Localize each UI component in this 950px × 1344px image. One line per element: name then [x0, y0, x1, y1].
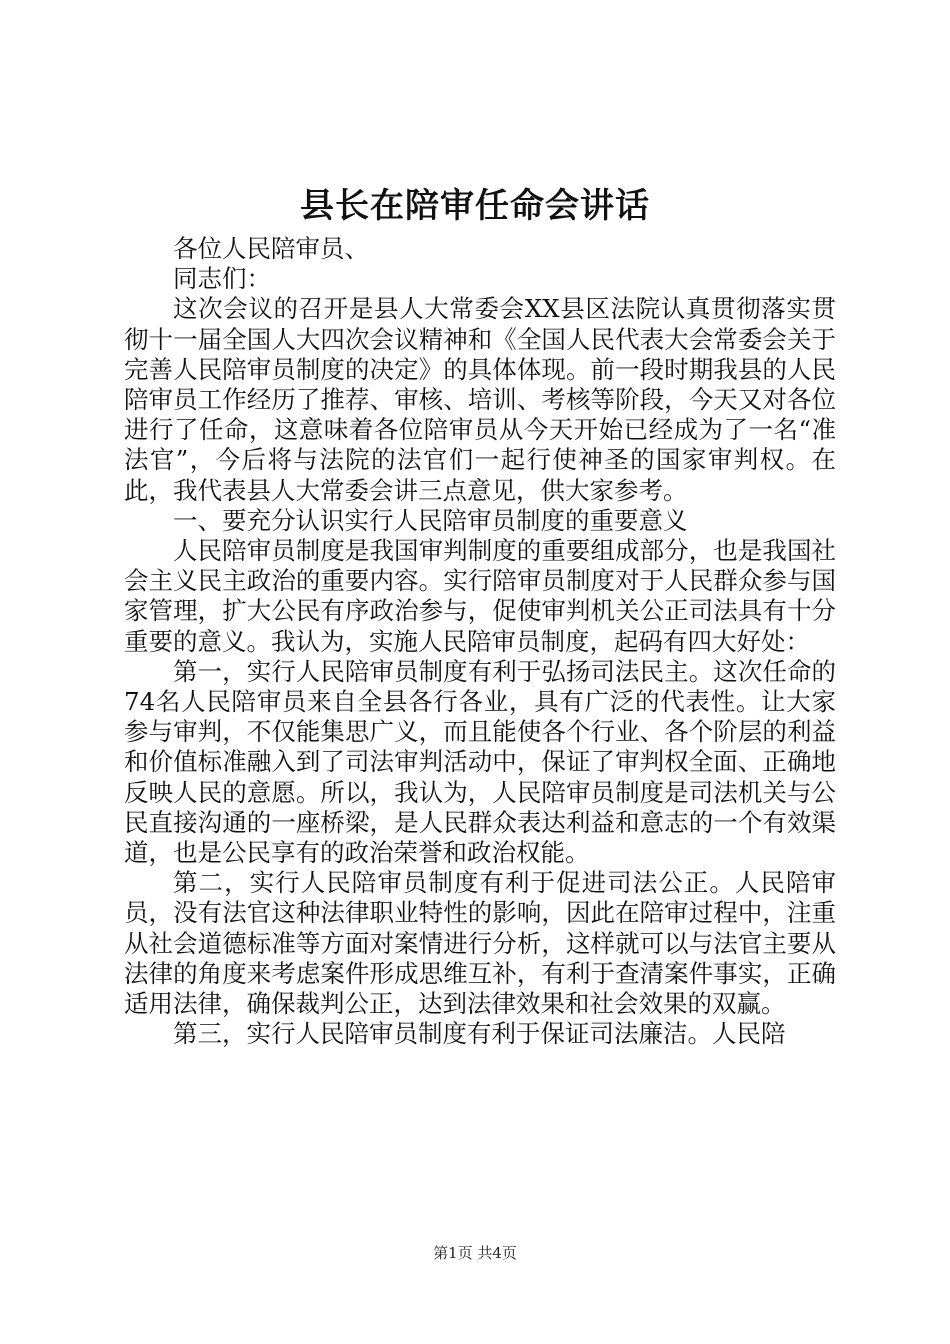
document-body — [124, 234, 836, 1049]
salutation-line-2: 同志们： — [173, 264, 271, 294]
section-heading-1: 一、要充分认识实行人民陪审员制度的重要意义 — [173, 505, 688, 535]
paragraph-point-3: 第三，实行人民陪审员制度有利于保证司法廉洁。人民陪 — [173, 1019, 786, 1049]
document-title: 县长在陪审任命会讲话 — [300, 186, 650, 226]
salutation-line-1: 各位人民陪审员、 — [173, 234, 369, 263]
paragraph-significance: 人民陪审员制度是我国审判制度的重要组成部分，也是我国社会主义民主政治的重要内容。实行陪审员制度对于人民群众参与国家管理，扩大公民有序政治参与，促使审判机关公正司法具有十分重要的意义。我认为，实施人民陪审员制度，起码有四大好处： — [124, 536, 836, 656]
page-footer: 第1页 共4页 — [433, 1244, 517, 1262]
paragraph-point-1: 第一，实行人民陪审员制度有利于弘扬司法民主。这次任命的74名人民陪审员来自全县各行各业，具有广泛的代表性。让大家参与审判，不仅能集思广义，而且能使各个行业、各个阶层的利益和价值标准融入到了司法审判活动中，保证了审判权全面、正确地反映人民的意愿。所以，我认为，人民陪审员制度是司法机关与公民直接沟通的一座桥梁，是人民群众表达利益和意志的一个有效渠道，也是公民享有的政治荣誉和政治权能。 — [124, 656, 836, 868]
paragraph-intro: 这次会议的召开是县人大常委会XX县区法院认真贯彻落实贯彻十一届全国人大四次会议精神和《全国人民代表大会常委会关于完善人民陪审员制度的决定》的具体体现。前一段时期我县的人民陪审员工作经历了推荐、审核、培训、考核等阶段，今天又对各位进行了任命，这意味着各位陪审员从今天开始已经成为了一名“准法官”，今后将与法院的法官们一起行使神圣的国家审判权。在此，我代表县人大常委会讲三点意见，供大家参考。 — [124, 294, 836, 505]
paragraph-point-2: 第二，实行人民陪审员制度有利于促进司法公正。人民陪审员，没有法官这种法律职业特性的影响，因此在陪审过程中，注重从社会道德标准等方面对案情进行分析，这样就可以与法官主要从法律的角度来考虑案件形成思维互补，有利于查清案件事实，正确适用法律，确保裁判公正，达到法律效果和社会效果的双赢。 — [124, 868, 836, 1019]
